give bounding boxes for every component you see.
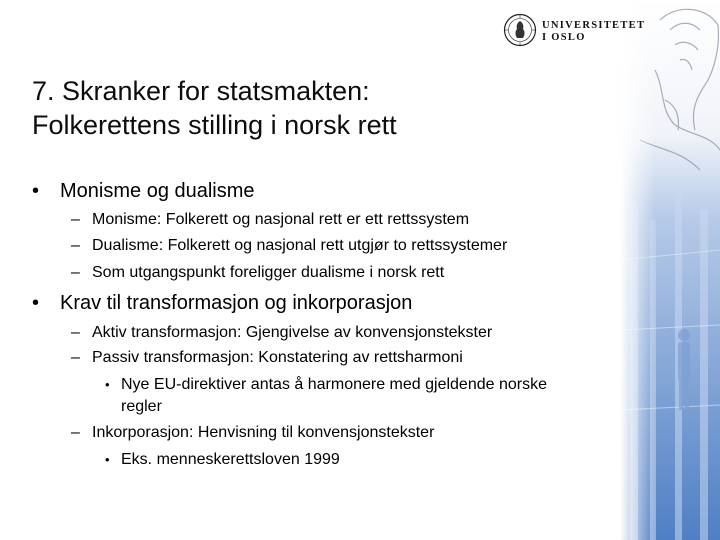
side-panel-art <box>620 0 720 540</box>
bullet-text: Krav til transformasjon og inkorporasjon <box>60 292 413 314</box>
university-name-line1: UNIVERSITETET <box>542 20 646 31</box>
small-bullet-marker: • <box>105 377 110 392</box>
sub-bullet-text: Inkorporasjon: Henvisning til konvensjonstekster <box>92 424 435 441</box>
sub-sub-bullet-text-continued: regler <box>121 398 162 415</box>
dash-marker: – <box>71 237 80 254</box>
decorative-side-panel <box>620 0 720 540</box>
sub-bullet-text: Aktiv transformasjon: Gjengivelse av konvensjonstekster <box>92 324 493 341</box>
sub-bullet-text: Dualisme: Folkerett og nasjonal rett utgjør to rettssystemer <box>92 237 508 254</box>
dash-marker: – <box>71 324 80 341</box>
slide-title-line2: Folkerettens stilling i norsk rett <box>32 110 397 140</box>
bullet-marker: • <box>32 180 40 202</box>
sub-sub-bullet-text: Nye EU-direktiver antas å harmonere med gjeldende norske <box>121 376 547 393</box>
sub-sub-bullet-text: Eks. menneskerettsloven 1999 <box>121 451 340 468</box>
dash-marker: – <box>71 211 80 228</box>
small-bullet-marker: • <box>105 452 110 467</box>
bullet-text: Monisme og dualisme <box>60 180 255 202</box>
bullet-marker: • <box>32 292 40 314</box>
slide-title-line1: 7. Skranker for statsmakten: <box>32 76 370 106</box>
sub-bullet-text: Monisme: Folkerett og nasjonal rett er ett rettssystem <box>92 211 470 228</box>
dash-marker: – <box>71 264 80 281</box>
university-name-line2: I OSLO <box>542 32 586 43</box>
dash-marker: – <box>71 424 80 441</box>
sub-bullet-text: Passiv transformasjon: Konstatering av rettsharmoni <box>92 349 463 366</box>
dash-marker: – <box>71 349 80 366</box>
sub-bullet-text: Som utgangspunkt foreligger dualisme i norsk rett <box>92 264 445 281</box>
